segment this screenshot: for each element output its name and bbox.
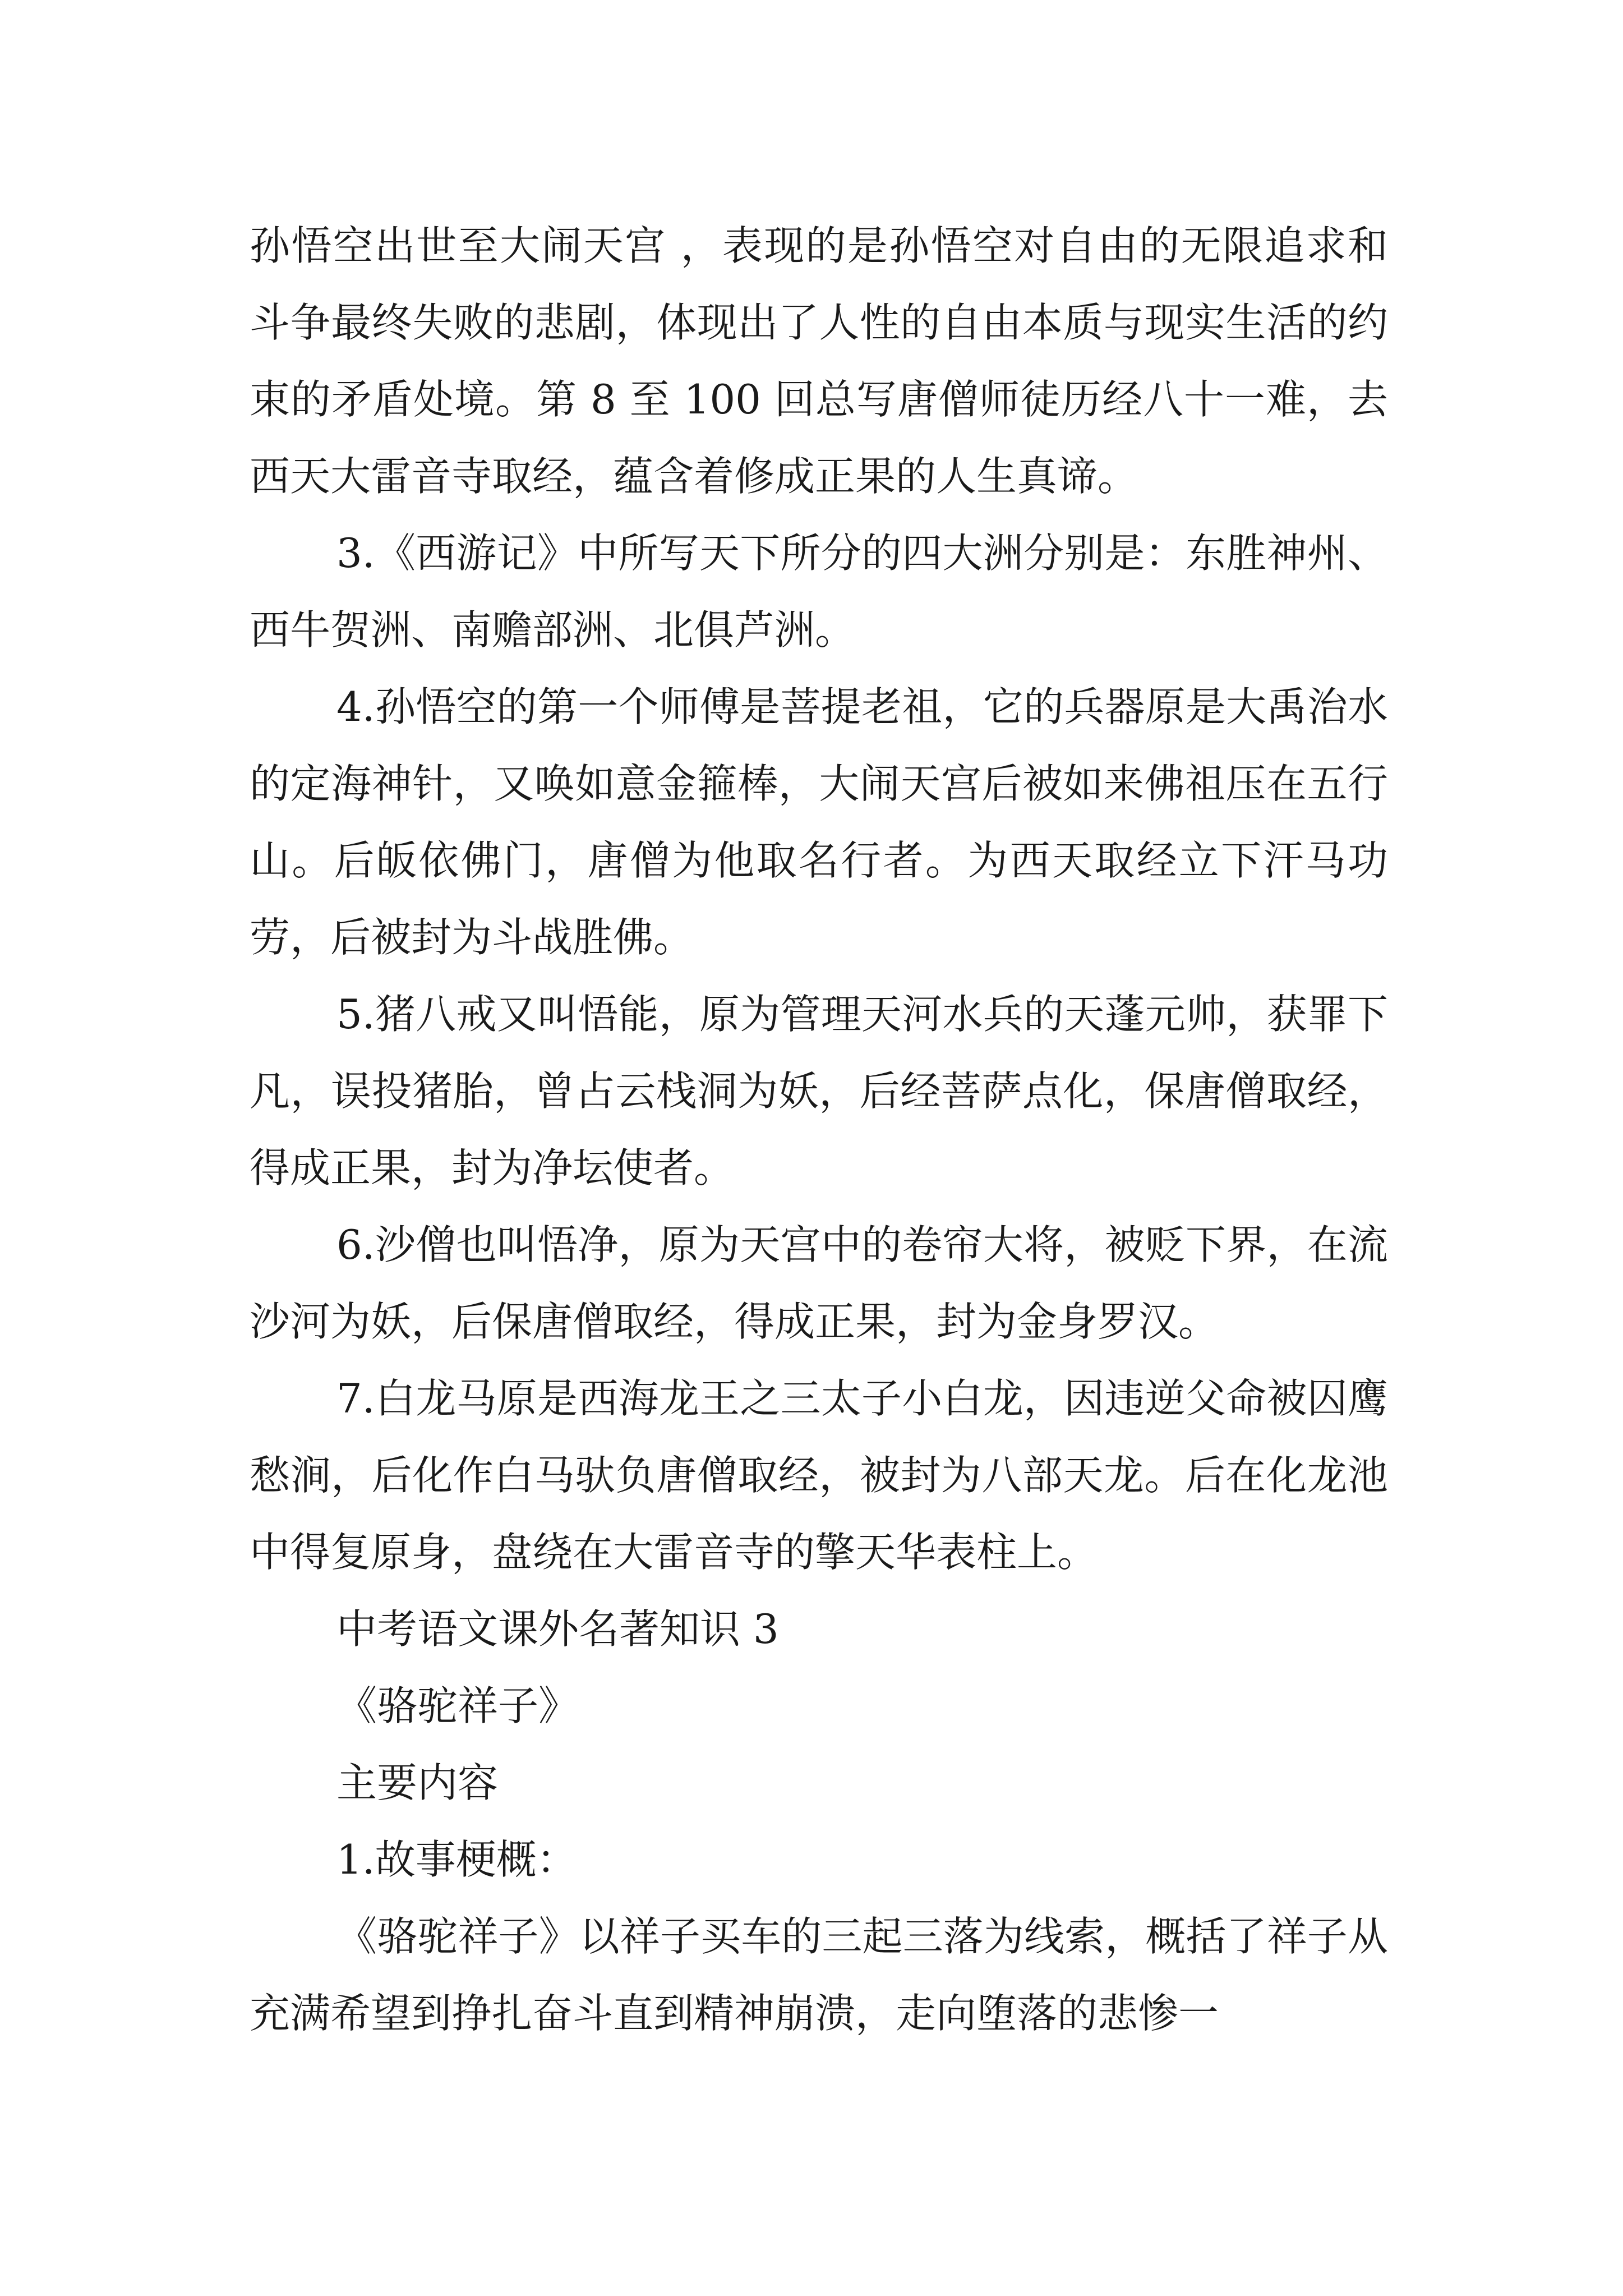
paragraph-sun-wukong: 4.孙悟空的第一个师傅是菩提老祖，它的兵器原是大禹治水的定海神针，又唤如意金箍棒，大闹天宫后被如来佛祖压在五行山。后皈依佛门，唐僧为他取名行者。为西天取经立下汗马功劳，后被封为斗战胜佛。 — [250, 683, 1388, 961]
paragraph-four-continents: 3.《西游记》中所写天下所分的四大洲分别是：东胜神州、西牛贺洲、南赡部洲、北俱芦洲。 — [250, 530, 1388, 654]
document-body — [250, 208, 1388, 2052]
paragraph-zhu-bajie: 5.猪八戒又叫悟能，原为管理天河水兵的天蓬元帅，获罪下凡，误投猪胎，曾占云栈洞为妖，后经菩萨点化，保唐僧取经，得成正果，封为净坛使者。 — [250, 991, 1388, 1191]
paragraph-journey-summary: 孙悟空出世至大闹天宫 ，表现的是孙悟空对自由的无限追求和斗争最终失败的悲剧，体现出了人性的自由本质与现实生活的约束的矛盾处境。第 8 至 100 回总写唐僧师徒历经八十一难，去西天大雷音寺取经，蕴含着修成正果的人生真谛。 — [250, 222, 1388, 500]
paragraph-white-dragon-horse: 7.白龙马原是西海龙王之三太子小白龙，因违逆父命被囚鹰愁涧，后化作白马驮负唐僧取经，被封为八部天龙。后在化龙池中得复原身，盘绕在大雷音寺的擎天华表柱上。 — [250, 1375, 1388, 1576]
paragraph-camel-xiangzi-summary: 《骆驼祥子》以祥子买车的三起三落为线索，概括了祥子从充满希望到挣扎奋斗直到精神崩溃，走向堕落的悲惨一 — [250, 1913, 1388, 2037]
subheading-main-content: 主要内容 — [336, 1759, 499, 1806]
book-title: 《骆驼祥子》 — [336, 1682, 579, 1729]
paragraph-sha-seng: 6.沙僧也叫悟净，原为天宫中的卷帘大将，被贬下界，在流沙河为妖，后保唐僧取经，得成正果，封为金身罗汉。 — [250, 1221, 1388, 1345]
item-label-synopsis: 1.故事梗概： — [336, 1836, 577, 1883]
section-title: 中考语文课外名著知识 3 — [336, 1605, 779, 1653]
